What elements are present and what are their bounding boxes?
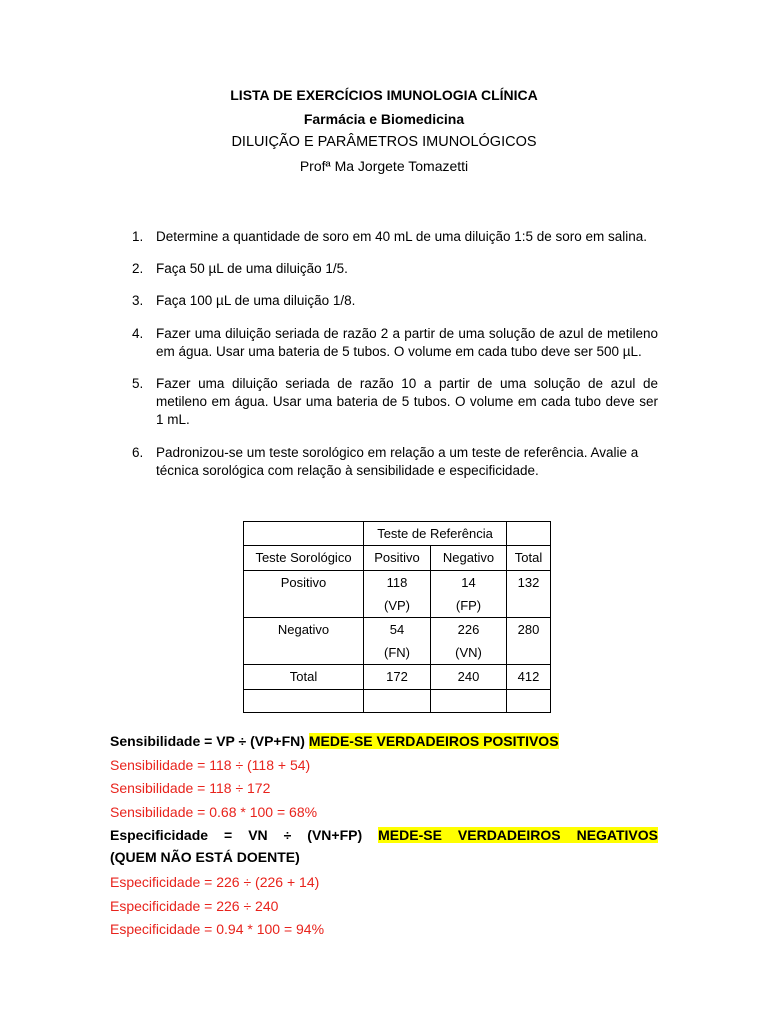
table-row <box>244 618 551 665</box>
row-label: Total <box>244 665 364 690</box>
document-title: LISTA DE EXERCÍCIOS IMUNOLOGIA CLÍNICA <box>230 87 538 103</box>
table-cell <box>244 522 364 546</box>
calculation-step: Especificidade = 226 ÷ 240 <box>110 897 279 914</box>
calculation-result: Especificidade = 0.94 * 100 = 94% <box>110 921 325 938</box>
table-cell <box>364 571 431 618</box>
formula-text: Sensibilidade = VP ÷ (VP+FN) <box>110 733 305 749</box>
column-header: Total <box>507 546 551 571</box>
table-cell <box>364 618 431 665</box>
list-item <box>132 292 658 310</box>
column-header: Positivo <box>364 546 431 571</box>
table-cell <box>507 690 551 713</box>
item-text: Faça 50 µL de uma diluição 1/5. <box>156 261 348 277</box>
cell-value: 14 <box>461 575 476 590</box>
table-row <box>244 522 551 546</box>
item-text: Fazer uma diluição seriada de razão 2 a partir de uma solução de azul de metileno em água. Usar uma bateria de 5 tubos. O volume em cada tubo deve ser 500 µL. <box>156 325 658 359</box>
row-label: Negativo <box>244 618 364 665</box>
table-cell <box>364 690 431 713</box>
cell-value: 226 <box>457 622 480 637</box>
table-row <box>244 546 551 571</box>
item-number: 3. <box>132 293 144 309</box>
list-item <box>132 375 658 430</box>
cell-tag: (VP) <box>384 598 410 613</box>
calculation-step: Especificidade = 226 ÷ (226 + 14) <box>110 873 320 890</box>
table-cell <box>431 571 507 618</box>
cell-tag: (FN) <box>384 645 410 660</box>
group-header: Teste de Referência <box>364 522 507 546</box>
list-item <box>132 260 658 278</box>
table-row <box>244 665 551 690</box>
specificity-note: (QUEM NÃO ESTÁ DOENTE) <box>110 848 300 865</box>
calculation-step: Sensibilidade = 118 ÷ 172 <box>110 780 271 797</box>
exercise-list <box>132 228 658 480</box>
teacher-name: Profª Ma Jorgete Tomazetti <box>299 157 469 174</box>
item-number: 5. <box>132 376 144 392</box>
sensitivity-definition <box>110 730 658 754</box>
cell-value: 54 <box>389 622 405 637</box>
column-header: Negativo <box>431 546 507 571</box>
column-header: Teste Sorológico <box>244 546 364 571</box>
document-subtitle: Farmácia e Biomedicina <box>303 110 465 127</box>
highlight-note: MEDE-SE VERDADEIROS POSITIVOS <box>308 733 559 749</box>
item-text: Fazer uma diluição seriada de razão 10 a partir de uma solução de azul de metileno em água. Usar uma bateria de 5 tubos. O volume em cada tubo deve ser 1 mL. <box>156 376 658 428</box>
cell-total: 132 <box>507 571 551 618</box>
cell-tag: (FP) <box>455 598 482 613</box>
list-item <box>132 444 658 480</box>
table-row <box>244 571 551 618</box>
item-text: Faça 100 µL de uma diluição 1/8. <box>156 293 356 309</box>
document-topic: DILUIÇÃO E PARÂMETROS IMUNOLÓGICOS <box>231 134 537 150</box>
item-number: 6. <box>132 444 144 460</box>
item-number: 1. <box>132 229 144 244</box>
formula-section <box>110 730 658 942</box>
cell-value: 118 <box>386 575 408 590</box>
highlight-note: MEDE-SE VERDADEIROS NEGATIVOS <box>378 827 659 844</box>
cell-value: 172 <box>364 665 431 690</box>
list-item <box>132 228 658 246</box>
item-text: Padronizou-se um teste sorológico em relação a um teste de referência. Avalie a técnica sorológica com relação à sensibilidade e especificidade. <box>156 444 639 478</box>
table-row <box>244 690 551 713</box>
document-header <box>0 84 768 178</box>
cell-total: 280 <box>507 618 551 665</box>
table-cell <box>507 522 551 546</box>
cell-total: 412 <box>507 665 551 690</box>
item-text: Determine a quantidade de soro em 40 mL de uma diluição 1:5 de soro em salina. <box>156 229 648 244</box>
item-number: 4. <box>132 325 144 341</box>
formula-text: Especificidade = VN ÷ (VN+FP) <box>110 827 363 844</box>
item-number: 2. <box>132 261 144 277</box>
table-cell <box>244 690 364 713</box>
calculation-result: Sensibilidade = 0.68 * 100 = 68% <box>110 803 318 820</box>
cell-tag: (VN) <box>455 645 482 660</box>
cell-value: 240 <box>431 665 507 690</box>
specificity-definition <box>110 824 658 848</box>
list-item <box>132 325 658 361</box>
contingency-table <box>243 521 551 713</box>
table-cell <box>431 618 507 665</box>
calculation-step: Sensibilidade = 118 ÷ (118 + 54) <box>110 756 311 773</box>
row-label: Positivo <box>244 571 364 618</box>
table-cell <box>431 690 507 713</box>
